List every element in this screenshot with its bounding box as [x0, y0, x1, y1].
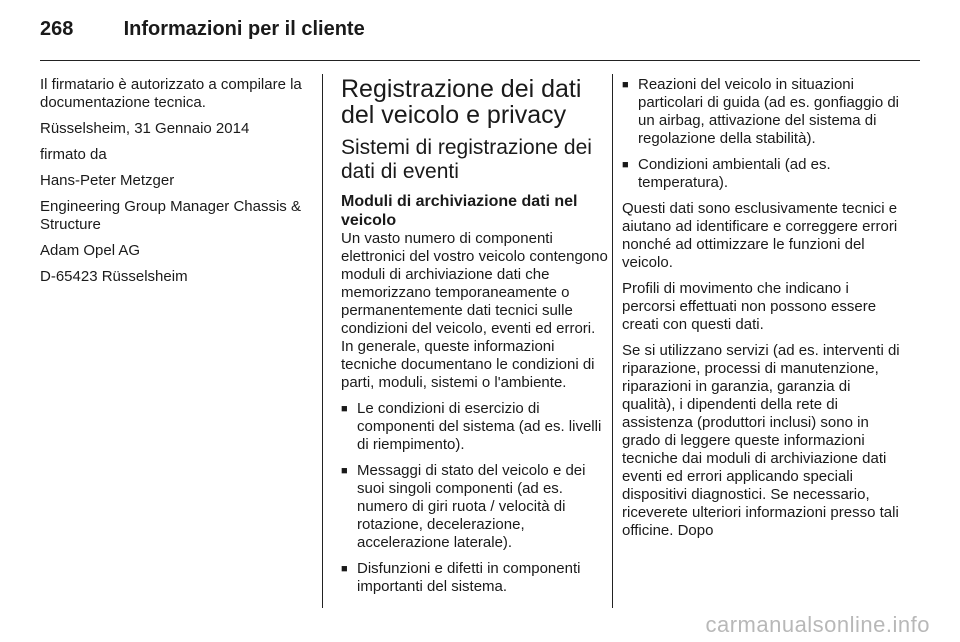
list-item-text: Messaggi di stato del veicolo e dei suoi singoli componenti (ad es. numero di giri ruota / velocità di rotazione, decelerazione, accelerazione laterale).: [357, 462, 586, 551]
page-title: Informazioni per il cliente: [123, 18, 365, 40]
list-item-text: Condizioni ambientali (ad es. temperatura).: [638, 156, 831, 191]
list-item-text: Le condizioni di esercizio di componenti del sistema (ad es. livelli di riempimento).: [357, 400, 602, 453]
paragraph: Rüsselsheim, 31 Gennaio 2014: [40, 120, 250, 137]
list-item-text: Disfunzioni e difetti in componenti importanti del sistema.: [357, 560, 581, 595]
section-heading: Registrazione dei dati del veicolo e privacy: [341, 75, 582, 129]
list-item-text: Reazioni del veicolo in situazioni particolari di guida (ad es. gonfiaggio di un airbag, attivazione del sistema di regolazione della stabilità).: [638, 76, 899, 147]
bullet-icon: ■: [622, 79, 629, 91]
bullet-icon: ■: [341, 563, 348, 575]
bullet-icon: ■: [622, 159, 629, 171]
paragraph: D-65423 Rüsselsheim: [40, 268, 188, 285]
list-item: [622, 76, 904, 148]
intro-paragraph: Un vasto numero di componenti elettronici del vostro veicolo contengono moduli di archiviazione dati che memorizzano temporaneamente o permanentemente dati tecnici sulle condizioni del veicolo, eventi ed errori. In generale, queste informazioni tecniche documentano le condizioni di parti, moduli, sistemi o l'ambiente.: [341, 230, 608, 391]
column-left: [40, 76, 305, 294]
bullet-icon: ■: [341, 465, 348, 477]
subsection-heading: Sistemi di registrazione dei dati di eventi: [341, 136, 592, 183]
paragraph: Engineering Group Manager Chassis & Structure: [40, 198, 301, 233]
column-divider: [612, 74, 613, 608]
paragraph: Profili di movimento che indicano i percorsi effettuati non possono essere creati con questi dati.: [622, 280, 877, 333]
page-number: 268: [40, 18, 74, 40]
paragraph: Questi dati sono esclusivamente tecnici e aiutano ad identificare e correggere errori nonché ad ottimizzare le funzioni del veicolo.: [622, 200, 898, 271]
column-right: [622, 76, 904, 548]
paragraph: Hans-Peter Metzger: [40, 172, 175, 189]
paragraph: Se si utilizzano servizi (ad es. interventi di riparazione, processi di manutenzione, riparazioni in garanzia, garanzia di qualità), i dipendenti della rete di assistenza (produttori inclusi) sono in grado di leggere queste informazioni tecniche dai moduli di archiviazione dati eventi ed errori applicando speciali dispositivi diagnostici. Se necessario, riceverete ulteriori informazioni presso tali officine. Dopo: [622, 342, 900, 539]
header-rule: [40, 60, 920, 61]
list-item: [341, 462, 609, 552]
list-item: [622, 156, 904, 192]
paragraph: firmato da: [40, 146, 107, 163]
paragraph: Adam Opel AG: [40, 242, 141, 259]
list-item: [341, 400, 609, 454]
page-header: [40, 18, 365, 41]
bullet-list: [622, 76, 904, 192]
topic-heading: Moduli di archiviazione dati nel veicolo: [341, 193, 578, 229]
bullet-list: [341, 400, 609, 596]
list-item: [341, 560, 609, 596]
column-middle: [341, 76, 609, 604]
paragraph: Il firmatario è autorizzato a compilare la documentazione tecnica.: [40, 76, 302, 111]
bullet-icon: ■: [341, 403, 348, 415]
watermark: carmanualsonline.info: [705, 612, 930, 637]
column-divider: [322, 74, 323, 608]
